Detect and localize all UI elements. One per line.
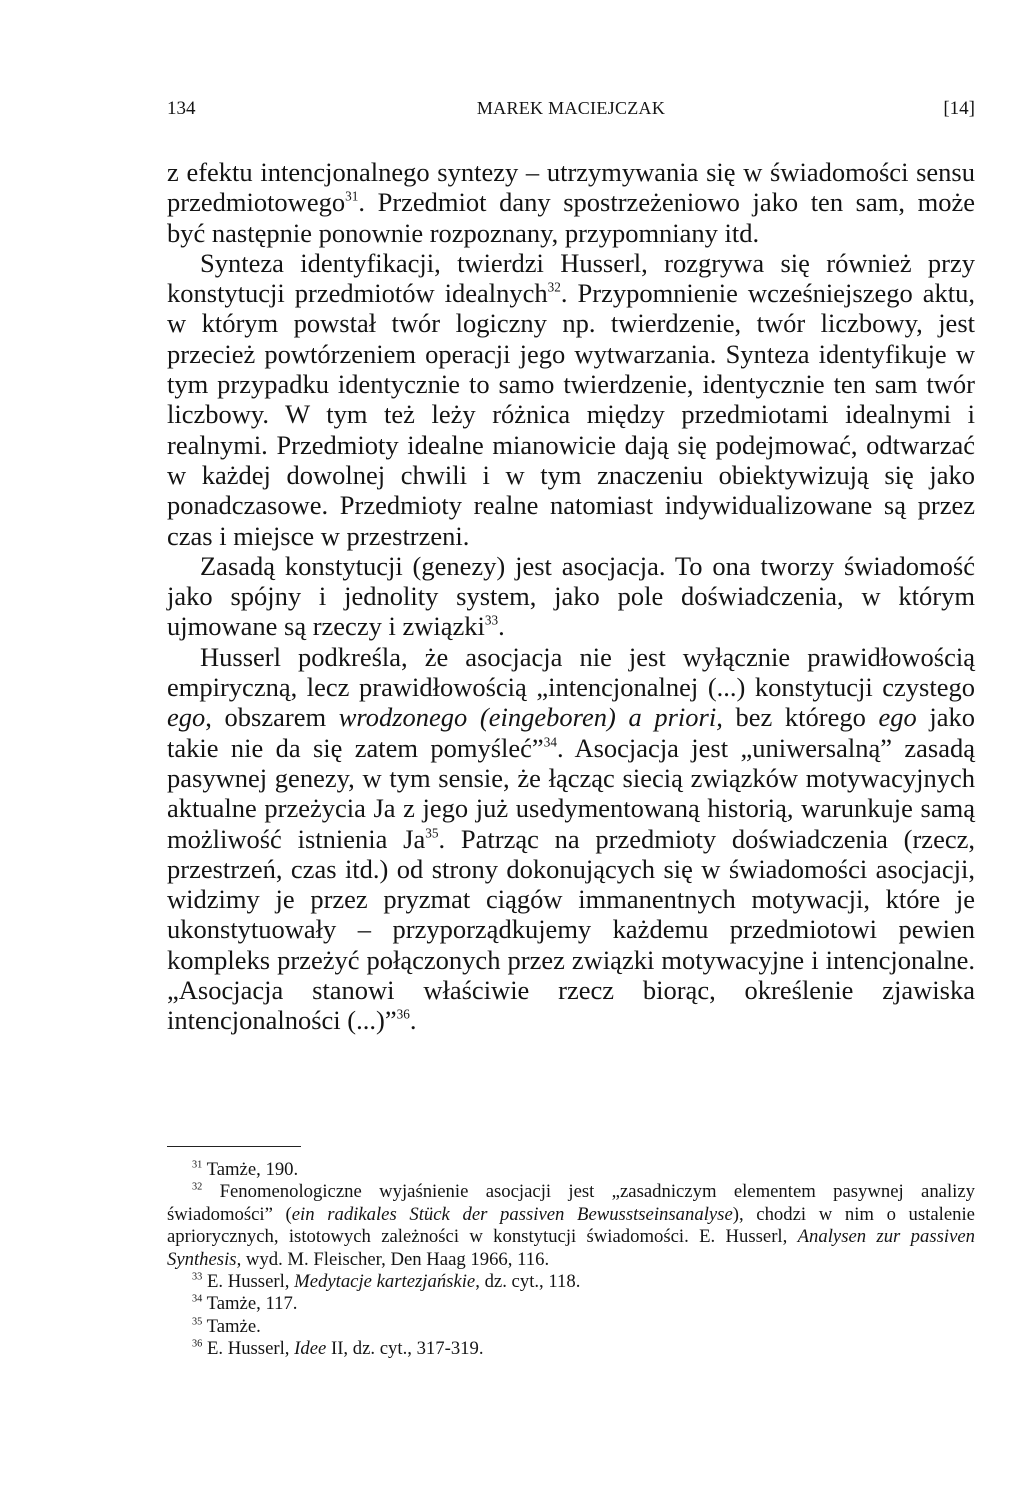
footnote-ref[interactable]: 31	[345, 188, 359, 204]
main-text	[167, 157, 975, 1036]
footnote-number: 35	[192, 1316, 203, 1328]
paragraph	[167, 642, 975, 1036]
footnote-ref[interactable]: 35	[425, 824, 439, 840]
italic-run: ein radikales Stück der passiven Bewusstseinsanalyse	[291, 1203, 733, 1225]
footnote-number: 32	[192, 1181, 203, 1193]
text-run: E. Husserl,	[202, 1271, 295, 1293]
text-run: , wyd. M. Fleischer, Den Haag 1966, 116.	[236, 1248, 550, 1270]
italic-run: Analysen zur passiven Synthesis	[167, 1226, 975, 1270]
footnote-number: 34	[192, 1293, 203, 1305]
text-run: E. Husserl,	[202, 1338, 295, 1360]
footnote-number: 36	[192, 1338, 203, 1350]
footnote-ref[interactable]: 32	[547, 279, 561, 295]
text-run: Tamże, 117.	[202, 1293, 298, 1315]
running-header	[167, 98, 975, 132]
text-run: Fenomenologiczne wyjaśnienie asocjacji jest „zasadniczym elementem pasywnej analizy świadomości” (	[167, 1181, 975, 1225]
italic-run: ego	[878, 702, 917, 733]
italic-run: Idee	[294, 1338, 327, 1360]
text-run: , obszarem	[205, 702, 339, 733]
text-run: .	[409, 1005, 417, 1036]
text-run: II, dz. cyt., 317-319.	[326, 1338, 484, 1360]
footnote-number: 33	[192, 1271, 203, 1283]
footnote-ref[interactable]: 33	[484, 612, 499, 628]
text-run: Synteza identyfikacji, twierdzi Husserl, rozgrywa się również przy konstytucji przedmiotów idealnych	[167, 247, 975, 309]
italic-run: ego	[167, 702, 206, 733]
text-run: . Asocjacja jest „uniwersalną” zasadą pasywnej genezy, w tym sensie, że łącząc siecią związków motywacyjnych aktualne przeżycia Ja z jego już usedymentowaną historią, warunkuje samą możliwość istnienia Ja	[167, 732, 975, 854]
italic-run: wrodzonego (eingeboren) a priori,	[338, 702, 723, 733]
text-run: Tamże, 190.	[202, 1159, 299, 1180]
text-run: .	[498, 611, 505, 642]
section-number: [14]	[943, 98, 975, 119]
text-run: z efektu intencjonalnego syntezy – utrzymywania się w świadomości sensu przedmiotowego	[167, 157, 975, 218]
footnotes	[167, 1159, 975, 1361]
text-run: Tamże.	[202, 1315, 261, 1337]
text-run: ), chodzi w nim o ustalenie apriorycznych, istotowych zależności w konstytucji świadomości. E. Husserl,	[167, 1203, 975, 1248]
footnote-ref[interactable]: 34	[543, 734, 557, 750]
paragraph	[167, 157, 975, 248]
footnote	[167, 1316, 975, 1338]
footnote	[167, 1338, 975, 1360]
running-head-author: MAREK MACIEJCZAK	[476, 98, 666, 118]
text-run: . Przedmiot dany spostrzeżeniowo jako ten sam, może być następnie ponownie rozpoznany, przypomniany itd.	[167, 187, 975, 248]
text-run: , dz. cyt., 118.	[475, 1271, 581, 1293]
italic-run: Medytacje kartezjańskie	[294, 1271, 476, 1293]
text-run: . Patrząc na przedmioty doświadczenia (rzecz, przestrzeń, czas itd.) od strony dokonujących się w świadomości asocjacji, widzimy je przez pryzmat ciągów immanentnych motywacji, które je ukonstytuowały – przyporządkujemy każdemu przedmiotowi pewien kompleks przeżyć połączonych przez związki motywacyjne i intencjonalne. „Asocjacja stanowi właściwie rzecz biorąc, określenie zjawiska intencjonalności (...)”	[167, 823, 975, 1036]
footnote	[167, 1293, 975, 1315]
footnote	[167, 1271, 975, 1293]
page-number: 134	[167, 98, 196, 119]
footnote	[167, 1181, 975, 1271]
paragraph	[167, 248, 975, 551]
text-run: Husserl podkreśla, że asocjacja nie jest wyłącznie prawidłowością empiryczną, lecz prawidłowością „intencjonalnej (...) konstytucji czystego	[167, 641, 975, 703]
footnote-ref[interactable]: 36	[396, 1006, 410, 1022]
footnote	[167, 1159, 975, 1181]
footnote-separator	[167, 1146, 301, 1147]
footnote-number: 31	[192, 1159, 203, 1171]
paragraph	[167, 551, 975, 642]
text-run: jako takie nie da się zatem pomyśleć”	[167, 702, 975, 763]
text-run: . Przypomnienie wcześniejszego aktu, w którym powstał twór logiczny np. twierdzenie, twór liczbowy, jest przecież powtórzeniem operacji jego wytwarzania. Synteza identyfikuje w tym przypadku identycznie to samo twierdzenie, identycznie ten sam twór liczbowy. W tym też leży różnica między przedmiotami idealnymi i realnymi. Przedmioty idealne mianowicie dają się podejmować, odtwarzać w każdej dowolnej chwili i w tym znaczeniu obiektywizują się jako ponadczasowe. Przedmioty realne natomiast indywidualizowane są przez czas i miejsce w przestrzeni.	[167, 278, 975, 551]
text-run: Zasadą konstytucji (genezy) jest asocjacja. To ona tworzy świadomość jako spójny i jednolity system, jako pole doświadczenia, w którym ujmowane są rzeczy i związki	[167, 550, 975, 642]
text-run: bez którego	[722, 702, 879, 733]
